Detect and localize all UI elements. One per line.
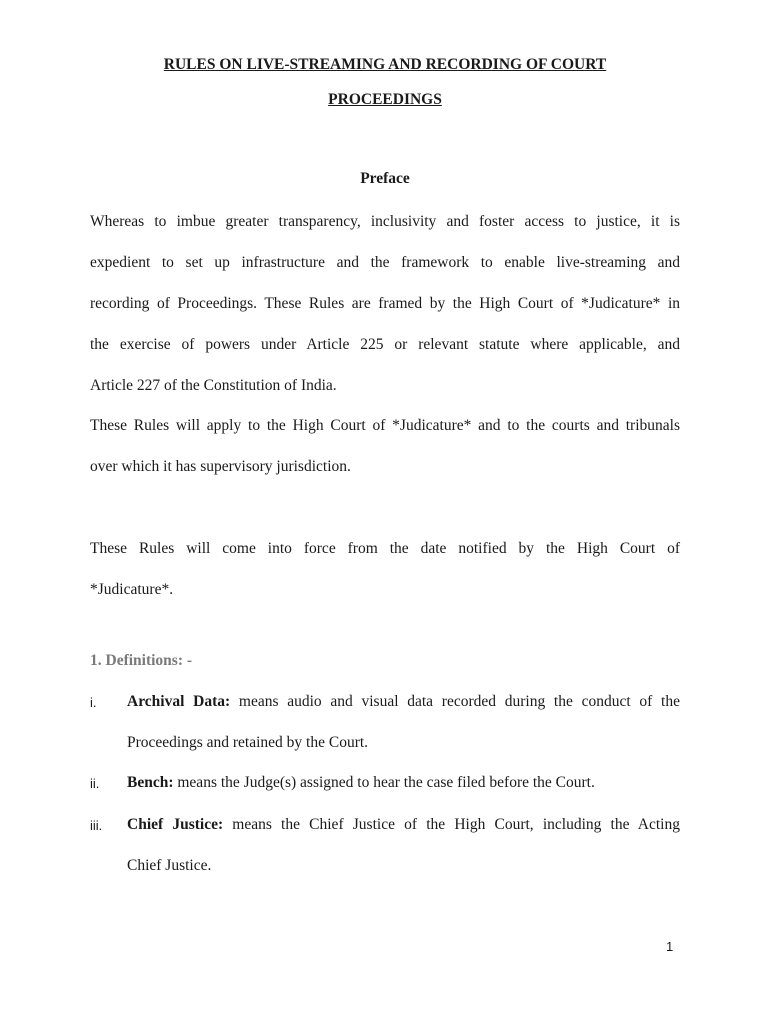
definition-number: iii.: [90, 818, 103, 833]
definition-term: Chief Justice:: [127, 816, 224, 833]
definition-body: means the Chief Justice of the High Court, including the Acting: [223, 816, 680, 833]
preface-para1-line: Article 227 of the Constitution of India.: [90, 377, 337, 394]
preface-para1-line: Whereas to imbue greater transparency, inclusivity and foster access to justice, it is: [90, 213, 680, 230]
definition-continuation: Proceedings and retained by the Court.: [127, 734, 369, 751]
definition-text: [127, 774, 680, 792]
preface-para1-line: the exercise of powers under Article 225 or relevant statute where applicable, and: [90, 336, 680, 353]
preface-para1-line: recording of Proceedings. These Rules are framed by the High Court of *Judicature* in: [90, 295, 680, 312]
preface-heading: Preface: [360, 170, 410, 187]
document-title-line-1: RULES ON LIVE-STREAMING AND RECORDING OF COURT: [163, 56, 607, 73]
definition-number: ii.: [90, 776, 100, 791]
definitions-heading: 1. Definitions: -: [90, 652, 193, 669]
document-title-line-2: PROCEEDINGS: [328, 91, 442, 108]
definition-body: means the Judge(s) assigned to hear the case filed before the Court.: [173, 774, 595, 791]
definition-number: i.: [90, 695, 97, 710]
page-number: 1: [666, 939, 674, 954]
definition-term: Archival Data:: [127, 693, 231, 710]
definition-text: [127, 816, 680, 834]
definition-text: [127, 693, 680, 711]
preface-para2-line: These Rules will apply to the High Court of *Judicature* and to the courts and tribunals: [90, 417, 680, 434]
definition-term: Bench:: [127, 774, 174, 791]
definition-continuation: Chief Justice.: [127, 857, 212, 874]
preface-para3-line: *Judicature*.: [90, 581, 174, 598]
preface-para1-line: expedient to set up infrastructure and the framework to enable live-streaming and: [90, 254, 680, 271]
preface-para2-line: over which it has supervisory jurisdiction.: [90, 458, 351, 475]
definition-body: means audio and visual data recorded during the conduct of the: [230, 693, 680, 710]
preface-para3-line: These Rules will come into force from the date notified by the High Court of: [90, 540, 680, 557]
